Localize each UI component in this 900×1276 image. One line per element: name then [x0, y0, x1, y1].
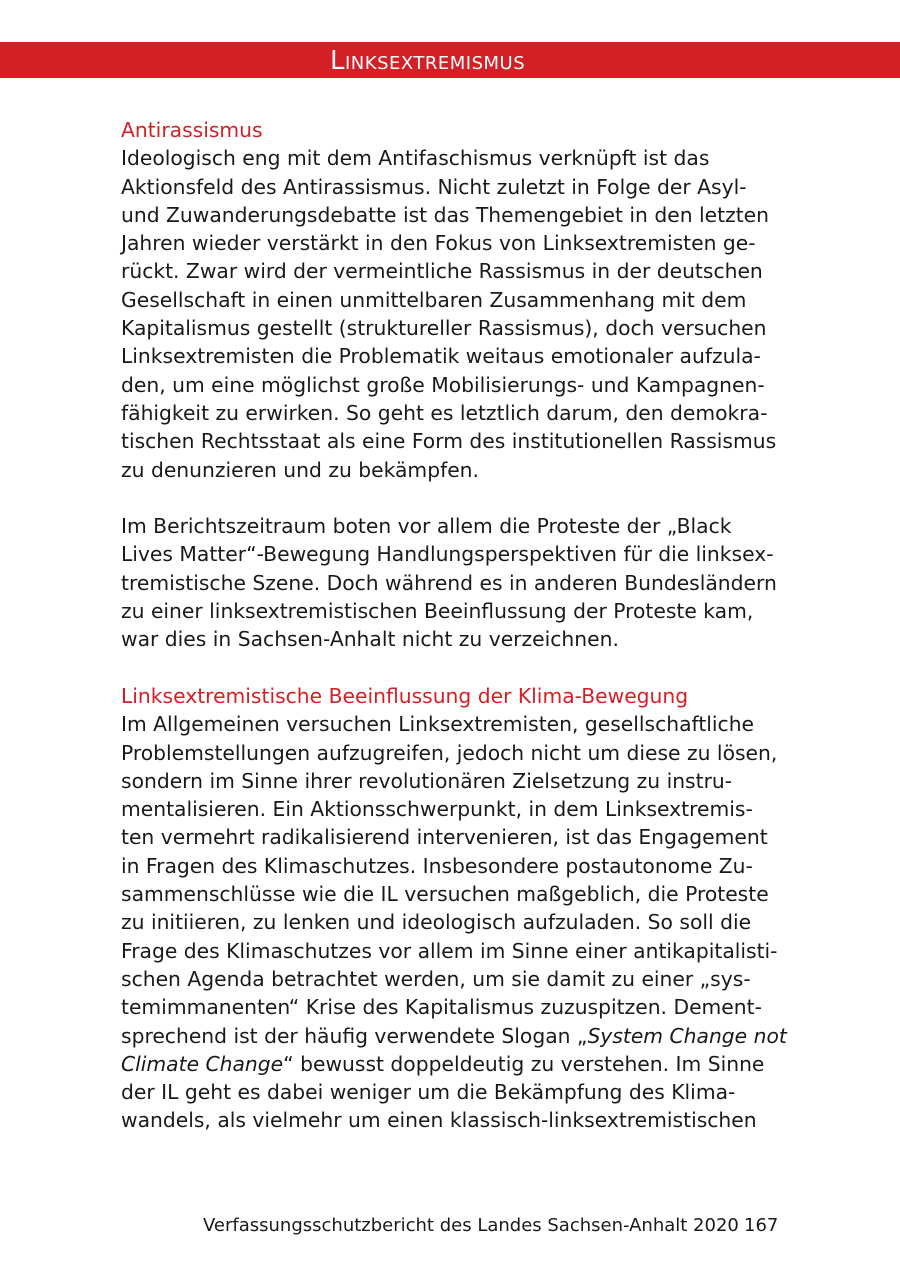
text-line: der IL geht es dabei weniger um die Bekämpfung des Klima-: [121, 1080, 736, 1105]
page-content: [121, 116, 787, 1135]
chapter-header-bar: [0, 42, 900, 78]
slogan-text: System Change not: [587, 1023, 787, 1048]
text-line-slogan: [121, 1050, 781, 1078]
text-line: Aktionsfeld des Antirassismus. Nicht zuletzt in Folge der Asyl-: [121, 174, 747, 199]
text-line: Problemstellungen aufzugreifen, jedoch nicht um diese zu lösen,: [121, 740, 778, 765]
text-line: ten vermehrt radikalisierend intervenieren, ist das Engagement: [121, 825, 768, 850]
text-line: sammenschlüsse wie die IL versuchen maßgeblich, die Proteste: [121, 882, 769, 907]
text-line: schen Agenda betrachtet werden, um sie damit zu einer „sys-: [121, 966, 751, 991]
paragraph-antirassismus-2: [121, 512, 781, 653]
text-fragment: sprechend ist der häufig verwendete Slogan „: [121, 1023, 588, 1048]
text-line-slogan: [121, 1022, 787, 1050]
text-line: temimmanenten“ Krise des Kapitalismus zuzuspitzen. Dement-: [121, 995, 762, 1020]
text-line: Jahren wieder verstärkt in den Fokus von Linksextremisten ge-: [121, 231, 756, 256]
chapter-title: Linksextremismus: [330, 46, 526, 76]
text-line: den, um eine möglichst große Mobilisierungs- und Kampagnen-: [121, 372, 765, 397]
text-line: zu initiieren, zu lenken und ideologisch aufzuladen. So soll die: [121, 910, 752, 935]
text-line: Gesellschaft in einen unmittelbaren Zusammenhang mit dem: [121, 287, 747, 312]
text-fragment: “ bewusst doppeldeutig zu verstehen. Im Sinne: [283, 1051, 765, 1076]
text-line: Im Berichtszeitraum boten vor allem die Proteste der „Black: [121, 514, 732, 539]
paragraph-antirassismus-1: [121, 144, 781, 484]
text-line: Im Allgemeinen versuchen Linksextremisten, gesellschaftliche: [121, 712, 755, 737]
footer-publication-title: Verfassungsschutzbericht des Landes Sachsen-Anhalt 2020: [203, 1215, 739, 1236]
text-line: sondern im Sinne ihrer revolutionären Zielsetzung zu instru-: [121, 768, 733, 793]
slogan-text: Climate Change: [121, 1051, 284, 1076]
text-line: mentalisieren. Ein Aktionsschwerpunkt, in dem Linksextremis-: [121, 797, 753, 822]
paragraph-klima: [121, 710, 787, 1134]
text-line: wandels, als vielmehr um einen klassisch-linksextremistischen: [121, 1108, 757, 1133]
text-line: rückt. Zwar wird der vermeintliche Rassismus in der deutschen: [121, 259, 763, 284]
text-line: Frage des Klimaschutzes vor allem im Sinne einer antikapitalisti-: [121, 938, 778, 963]
page-number: 167: [744, 1215, 779, 1236]
text-line: tremistische Szene. Doch während es in anderen Bundesländern: [121, 570, 777, 595]
text-line: fähigkeit zu erwirken. So geht es letztlich darum, den demokra-: [121, 400, 768, 425]
text-line: in Fragen des Klimaschutzes. Insbesondere postautonome Zu-: [121, 853, 753, 878]
text-line: Lives Matter“-Bewegung Handlungsperspektiven für die linksex-: [121, 542, 774, 567]
text-line: Kapitalismus gestellt (struktureller Rassismus), doch versuchen: [121, 316, 767, 341]
text-line: tischen Rechtsstaat als eine Form des institutionellen Rassismus: [121, 429, 777, 454]
text-line: und Zuwanderungsdebatte ist das Themengebiet in den letzten: [121, 202, 770, 227]
text-line: zu denunzieren und zu bekämpfen.: [121, 457, 479, 482]
section-heading-antirassismus: Antirassismus: [121, 118, 263, 142]
text-line: zu einer linksextremistischen Beeinflussung der Proteste kam,: [121, 599, 754, 624]
text-line: Ideologisch eng mit dem Antifaschismus verknüpft ist das: [121, 146, 710, 171]
text-line: Linksextremisten die Problematik weitaus emotionaler aufzula-: [121, 344, 761, 369]
section-heading-klima: Linksextremistische Beeinflussung der Klima-Bewegung: [121, 683, 689, 708]
text-line: war dies in Sachsen-Anhalt nicht zu verzeichnen.: [121, 627, 619, 652]
